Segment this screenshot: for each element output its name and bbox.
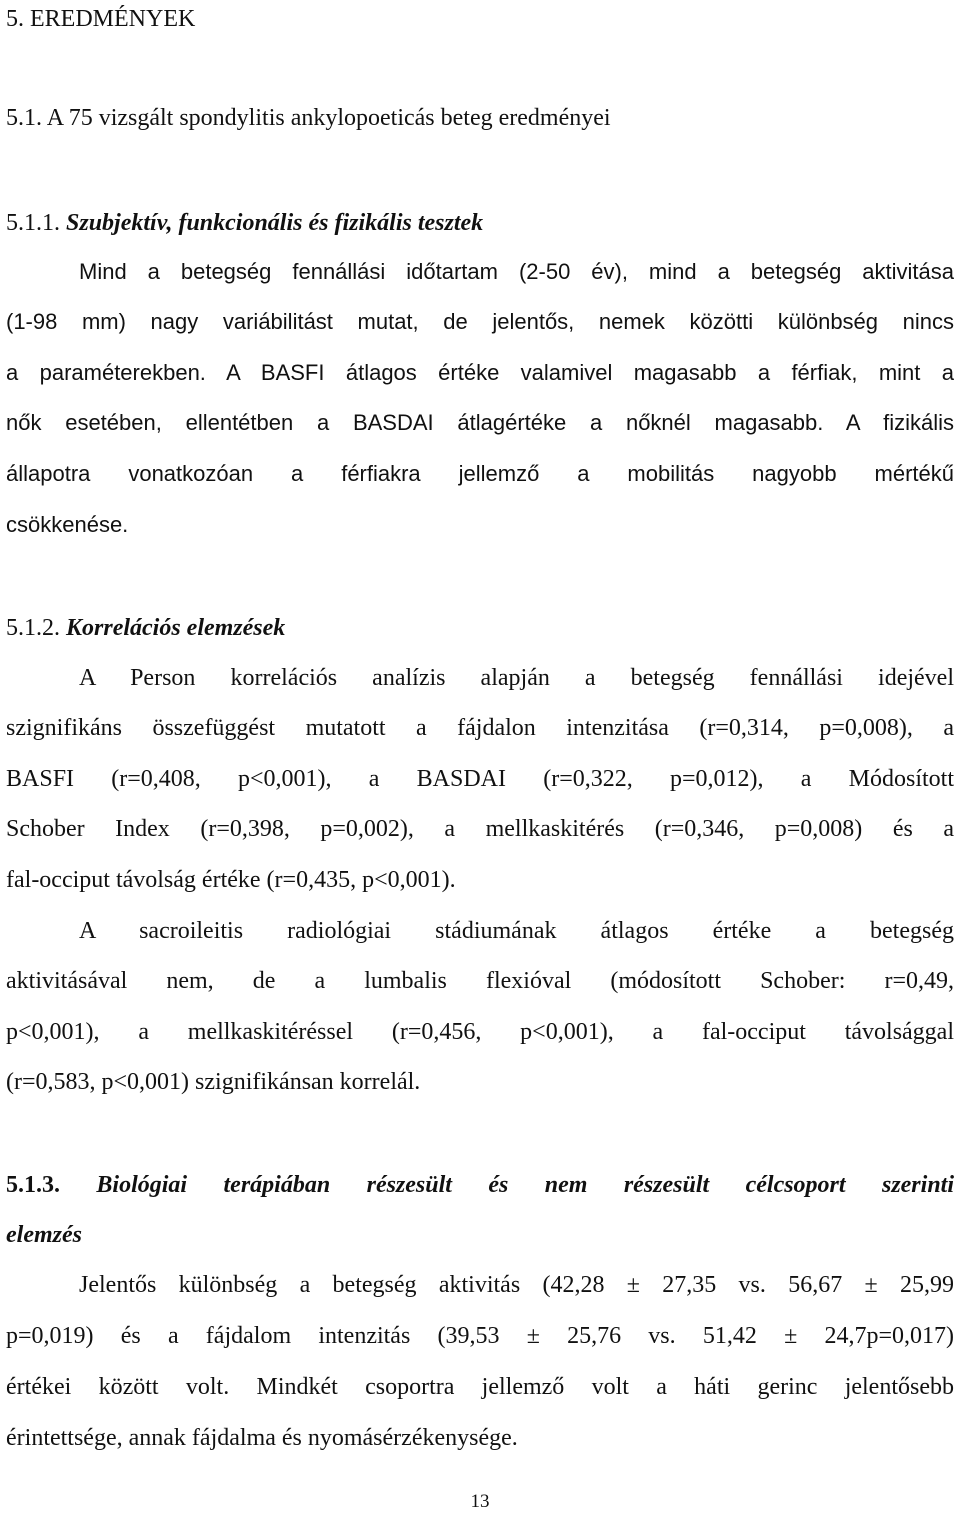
subsection-3-line-1: Jelentős különbség a betegség aktivitás (42,28 ± 27,35 vs. 56,67 ± 25,99: [79, 1272, 954, 1298]
subsection-1-line-4: nők esetében, ellentétben a BASDAI átlagértéke a nőknél magasabb. A fizikális: [6, 410, 954, 435]
subsection-3-line-4: érintettsége, annak fájdalma és nyomásérzékenysége.: [6, 1425, 518, 1451]
subsection-3-line-2: p=0,019) és a fájdalom intenzitás (39,53 ± 25,76 vs. 51,42 ± 24,7p=0,017): [6, 1323, 954, 1349]
section-title: A 75 vizsgált spondylitis ankylopoeticás beteg eredményei: [46, 105, 611, 131]
subsection-1-line-2: (1-98 mm) nagy variábilitást mutat, de jelentős, nemek közötti különbség nincs: [6, 309, 954, 334]
subsection-1-line-6: csökkenése.: [6, 512, 129, 537]
subsection-1-number: 5.1.1.: [6, 210, 60, 236]
subsection-2-para1-line-3: BASFI (r=0,408, p<0,001), a BASDAI (r=0,322, p=0,012), a Módosított: [6, 766, 954, 792]
subsection-2-para2-line-3: p<0,001), a mellkaskitéréssel (r=0,456, p<0,001), a fal-occiput távolsággal: [6, 1019, 954, 1045]
subsection-2-para1-line-2: szignifikáns összefüggést mutatott a fájdalon intenzitása (r=0,314, p=0,008), a: [6, 715, 954, 741]
subsection-3-line-3: értékei között volt. Mindkét csoportra jellemző volt a háti gerinc jelentősebb: [6, 1374, 954, 1400]
subsection-1-line-5: állapotra vonatkozóan a férfiakra jellemző a mobilitás nagyobb mértékű: [6, 461, 954, 486]
subsection-2-para1-line-1: A Person korrelációs analízis alapján a betegség fennállási idejével: [79, 665, 954, 691]
subsection-3-heading: [6, 1170, 954, 1200]
section-number: 5.1.: [6, 105, 42, 131]
page-number: 13: [470, 1491, 490, 1512]
subsection-3-number: 5.1.3.: [6, 1172, 60, 1198]
subsection-1-line-3: a paraméterekben. A BASFI átlagos értéke valamivel magasabb a férfiak, mint a: [6, 360, 954, 385]
subsection-2-heading: [6, 613, 954, 643]
chapter-heading-text: 5. EREDMÉNYEK: [6, 6, 196, 32]
chapter-heading: [6, 4, 954, 34]
subsection-2-number: 5.1.2.: [6, 615, 60, 641]
subsection-2-para1-line-5: fal-occiput távolság értéke (r=0,435, p<0,001).: [6, 867, 456, 893]
subsection-3-heading-line2: elemzés: [6, 1222, 82, 1248]
subsection-1-line-1: Mind a betegség fennállási időtartam (2-50 év), mind a betegség aktivitása: [79, 259, 954, 284]
subsection-2-para2-line-2: aktivitásával nem, de a lumbalis flexióval (módosított Schober: r=0,49,: [6, 968, 954, 994]
subsection-2-para1-line-4: Schober Index (r=0,398, p=0,002), a mellkaskitérés (r=0,346, p=0,008) és a: [6, 816, 954, 842]
subsection-2-para2-line-4: (r=0,583, p<0,001) szignifikánsan korrelál.: [6, 1069, 421, 1095]
subsection-3-title-line1: Biológiai terápiában részesült és nem részesült célcsoport szerinti: [96, 1172, 954, 1198]
subsection-1-title: Szubjektív, funkcionális és fizikális tesztek: [66, 210, 484, 236]
section-heading: [6, 103, 954, 133]
subsection-2-title: Korrelációs elemzések: [66, 615, 286, 641]
subsection-1-heading: [6, 208, 954, 238]
subsection-2-para2-line-1: A sacroileitis radiológiai stádiumának átlagos értéke a betegség: [79, 918, 954, 944]
